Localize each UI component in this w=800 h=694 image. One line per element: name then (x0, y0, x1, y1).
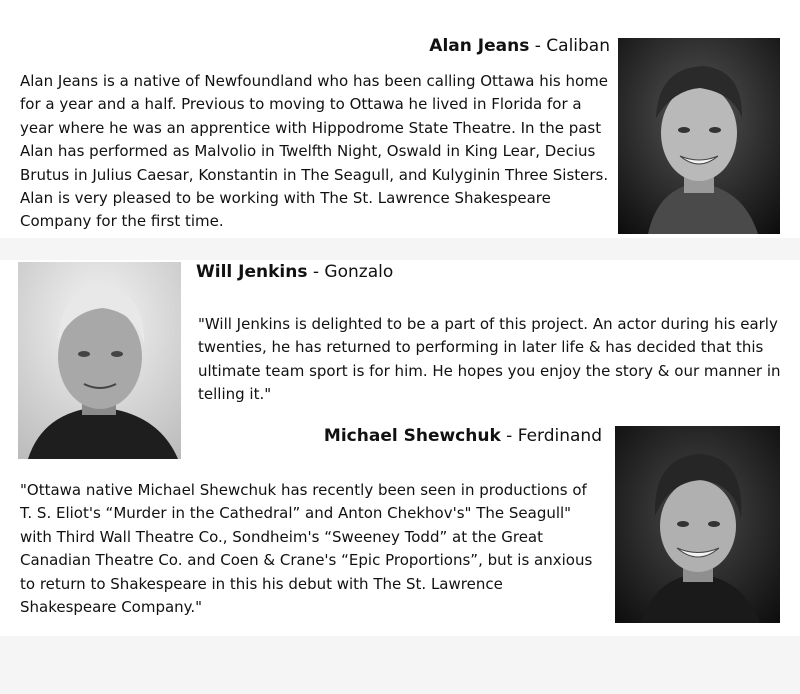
actor-role: Ferdinand (517, 426, 602, 446)
actor-name-line (429, 36, 610, 56)
divider-band-1 (0, 238, 800, 260)
footer-band (0, 636, 800, 694)
name-separator: - (500, 426, 518, 446)
actor-name-line (196, 262, 393, 282)
actor-headshot (18, 262, 181, 459)
name-separator: - (529, 36, 547, 56)
actor-name: Alan Jeans (429, 36, 530, 56)
actor-bio: "Ottawa native Michael Shewchuk has recently been seen in productions of T. S. Eliot's “Murder in the Cathedral” and Anton Chekhov's" The Seagull" with Third Wall Theatre Co., Sondheim's “Sweeney Todd” at the Great Canadian Theatre Co. and Coen & Crane's “Epic Proportions”, but is anxious to return to Shakespeare in this his debut with The St. Lawrence Shakespeare Company." (20, 481, 593, 617)
actor-headshot (618, 38, 780, 234)
name-separator: - (307, 262, 325, 282)
actor-headshot (615, 426, 780, 623)
actor-bio: "Will Jenkins is delighted to be a part of this project. An actor during his early twenties, he has returned to performing in later life & has decided that this ultimate team sport is for him. He hopes you enjoy the story & our manner in telling it." (198, 315, 781, 404)
actor-role: Caliban (546, 36, 610, 56)
actor-name: Michael Shewchuk (323, 426, 501, 446)
actor-name-line (324, 426, 602, 446)
actor-role: Gonzalo (324, 262, 394, 282)
actor-name: Will Jenkins (196, 262, 308, 282)
actor-bio: Alan Jeans is a native of Newfoundland who has been calling Ottawa his home for a year and a half. Previous to moving to Ottawa he lived in Florida for a year where he was an apprentice with Hippodrome State Theatre. In the past Alan has performed as Malvolio in Twelfth Night, Oswald in King Lear, Decius Brutus in Julius Caesar, Konstantin in The Seagull, and Kulyginin Three Sisters. Alan is very pleased to be working with The St. Lawrence Shakespeare Company for the first time. (20, 72, 609, 231)
